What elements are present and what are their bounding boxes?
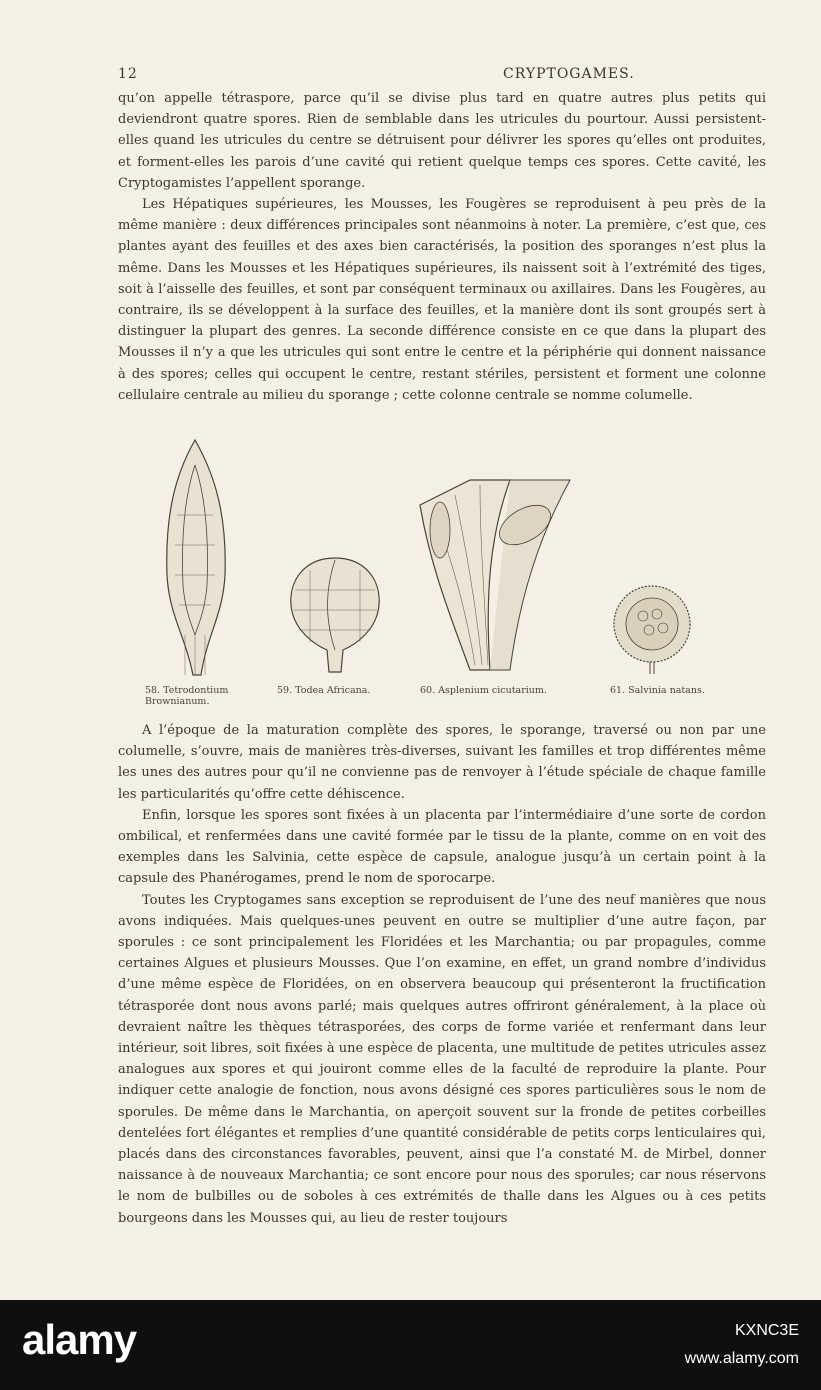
tetrodontium-illustration [155,435,235,680]
asplenium-illustration [410,475,580,675]
caption-text: 61. Salvinia natans. [610,685,705,696]
paragraph: Toutes les Cryptogames sans exception se reproduisent de l’une des neuf manières que nous avons indiquées. Mais quelques-unes peuvent en outre se multiplier d’une autre façon, par sporules : ce sont principalement les Floridées et les Marchantia; ou par propagules, comme certaines Algues et plusieurs Mousses. Que l’on examine, en effet, un grand nombre d’individus d’une même espèce de Floridées, on en observera beaucoup qui présenteront la fructification tétrasporée dont nous avons parlé; mais quelques autres offriront généralement, à la place où devraient naître les thèques tétrasporées, des corps de forme variée et renfermant dans leur intérieur, soit libres, soit fixées à une espèce de placenta, une multitude de petites utricules assez analogues aux spores et qui jouiront comme elles de la faculté de reproduire la plante. Pour indiquer cette analogie de fonction, nous avons désigné ces spores particulières sous le nom de sporules. De même dans le Marchantia, on aperçoit souvent sur la fronde de petites corbeilles dentelées fort élégantes et remplies d’une quantité considérable de petits corps lenticulaires qui, placés dans des circonstances favorables, peuvent, ainsi que l’a constaté M. de Mirbel, donner naissance à de nouveaux Marchantia; ce sont encore pour nous des sporules; car nous réservons le nom de bulbilles ou de soboles à ces extrémités de thalle dans les Algues ou à ces petits bourgeons dans les Mousses qui, au lieu de rester toujours [118,892,766,1226]
caption-text: 59. Todea Africana. [277,685,371,696]
paragraph: qu’on appelle tétraspore, parce qu’il se divise plus tard en quatre autres plus petits qui deviendront quatre spores. Rien de semblable dans les utricules du pourtour. Aussi persistent-elles quand les utricules du centre se détruisent pour délivrer les spores qu’elles ont produites, et forment-elles les parois d’une cavité qui retient quelque temps ces spores. Cette cavité, les Cryptogamistes l’appellent sporange. [118,91,766,191]
todea-illustration [285,550,385,675]
site-url: www.alamy.com [684,1350,799,1367]
paragraph: A l’époque de la maturation complète des spores, le sporange, traversé ou non par une columelle, s’ouvre, mais de manières très-diverses, suivant les familles et trop différentes même les unes des autres pour qu’il ne convienne pas de renvoyer à l’étude spéciale de chaque famille les particularités qu’offre cette déhiscence. [118,723,766,802]
paragraph: Enfin, lorsque les spores sont fixées à un placenta par l’intermédiaire d’une sorte de cordon ombilical, et renfermées dans une cavité formée par le tissu de la plante, comme on en voit des exemples dans les Salvinia, cette espèce de capsule, analogue jusqu’à un certain point à la capsule des Phanérogames, prend le nom de sporocarpe. [118,807,766,887]
text-block-top [118,88,766,406]
figure-caption [420,685,547,696]
page-number: 12 [118,66,138,82]
caption-text: 58. Tetrodontium [145,685,229,696]
figure-plate [0,430,821,720]
text-block-bottom [118,720,766,1229]
alamy-logo: alamy [22,1316,137,1363]
figure-caption [145,685,228,707]
paragraph: Les Hépatiques supérieures, les Mousses, les Fougères se reproduisent à peu près de la même manière : deux différences principales sont néanmoins à noter. La première, c’est que, ces plantes ayant des feuilles et des axes bien caractérisés, la position des sporanges n’est plus la même. Dans les Mousses et les Hépatiques supérieures, ils naissent soit à l’extrémité des tiges, soit à l’aisselle des feuilles, et sont par conséquent terminaux ou axillaires. Dans les Fougères, au contraire, ils se développent à la surface des feuilles, et la manière dont ils sont groupés sert à distinguer la plupart des genres. La seconde différence consiste en ce que dans la plupart des Mousses il n’y a que les utricules qui sont entre le centre et la périphérie qui donnent naissance à des spores; celles qui occupent le centre, restant stériles, persistent et forment une colonne cellulaire centrale au milieu du sporange ; cette colonne centrale se nomme columelle. [118,197,766,403]
figure-caption [610,685,705,696]
caption-text: Brownianum. [145,696,210,707]
page-header [118,66,761,88]
image-id: KXNC3E [734,1322,799,1339]
caption-text: 60. Asplenium cicutarium. [420,685,547,696]
figure-caption [277,685,370,696]
salvinia-illustration [605,580,700,675]
stock-watermark-banner [0,1300,821,1390]
running-title: CRYPTOGAMES. [503,66,635,82]
